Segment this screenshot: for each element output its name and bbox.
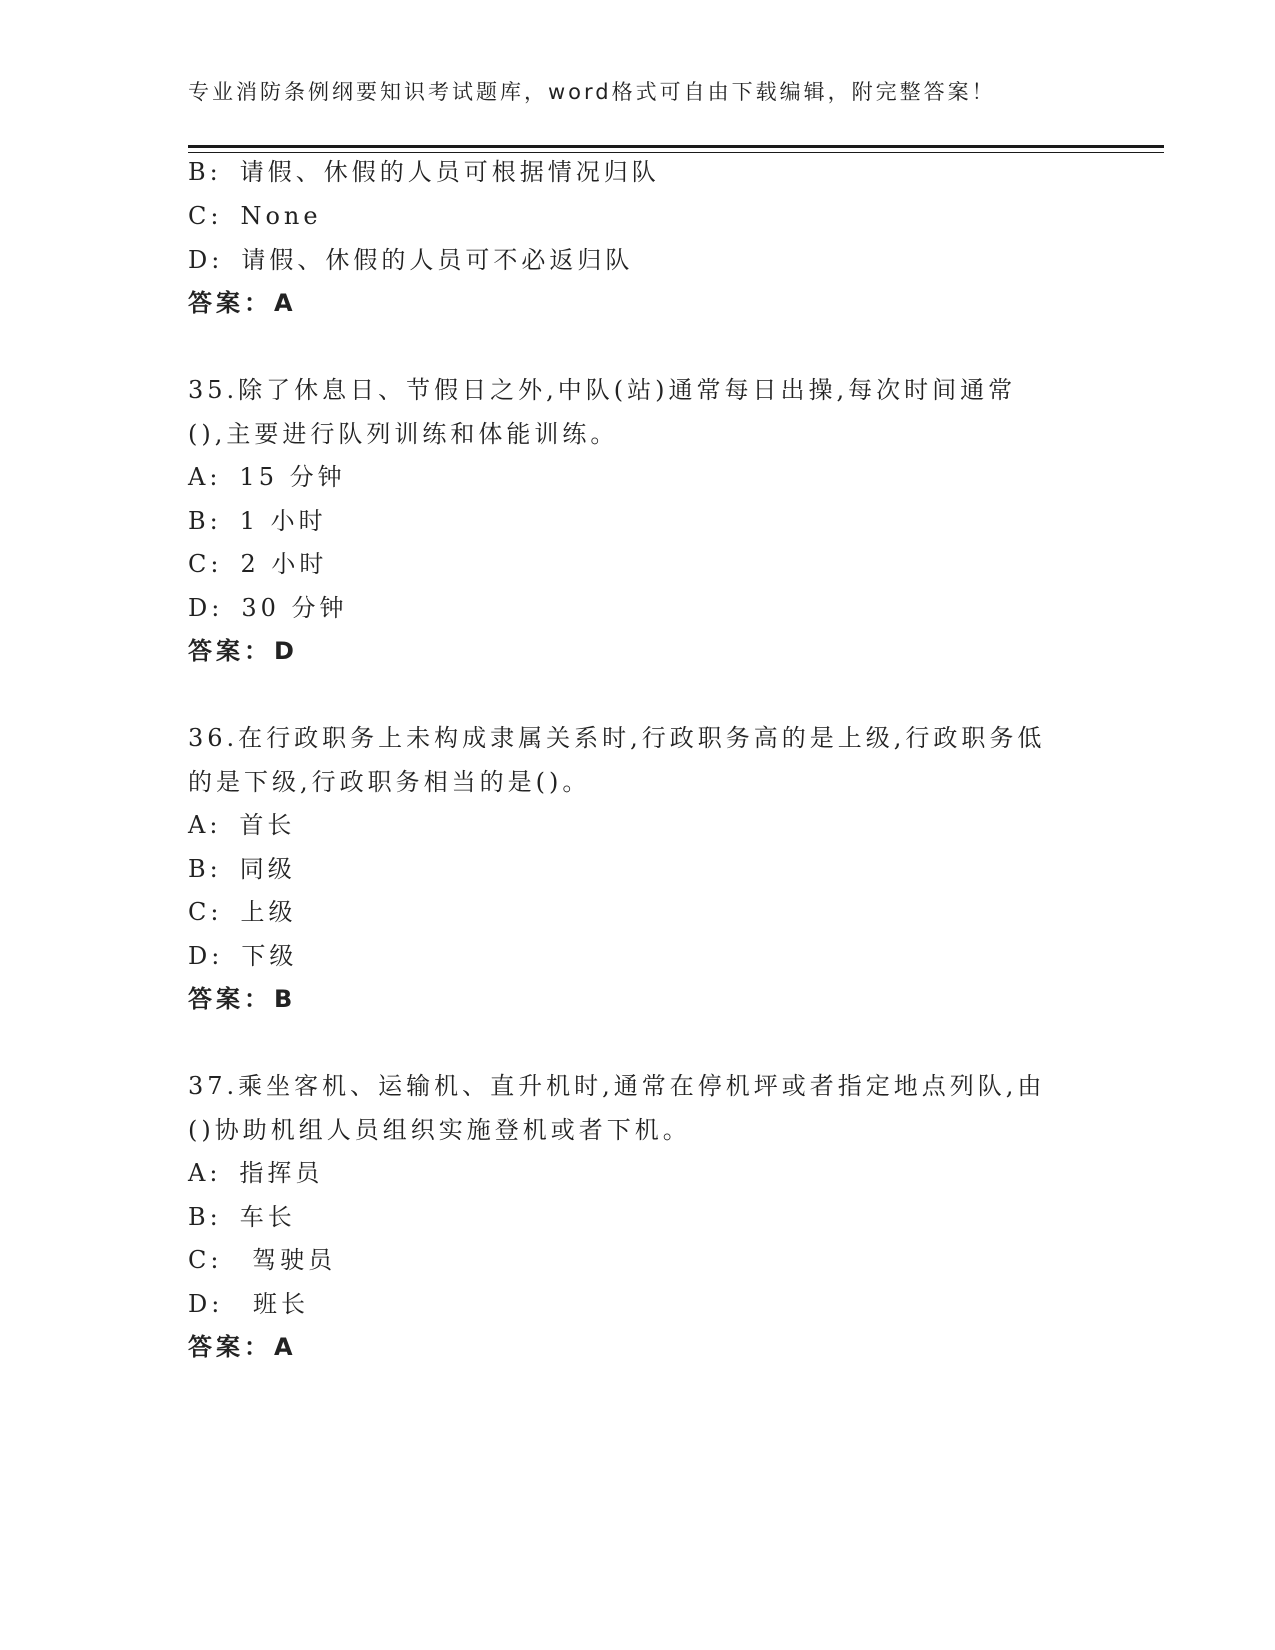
option-a: A: 15 分钟 (188, 463, 346, 491)
option-b: B: 1 小时 (188, 507, 327, 535)
answer: 答案：D (188, 637, 298, 665)
question-35-line-2: (),主要进行队列训练和体能训练。 (188, 420, 619, 448)
option-c: C: 上级 (188, 898, 297, 926)
question-36-line-2: 的是下级,行政职务相当的是()。 (188, 768, 591, 796)
option-b: B: 车长 (188, 1203, 296, 1231)
question-37-line-1: 37.乘坐客机、运输机、直升机时,通常在停机坪或者指定地点列队,由 (188, 1072, 1046, 1100)
option-a: A: 指挥员 (188, 1159, 324, 1187)
option-d: D: 班长 (188, 1290, 309, 1318)
option-c: C: 驾驶员 (188, 1246, 337, 1274)
option-b: B: 请假、休假的人员可根据情况归队 (188, 158, 660, 186)
question-36-line-1: 36.在行政职务上未构成隶属关系时,行政职务高的是上级,行政职务低 (188, 724, 1046, 752)
answer: 答案：A (188, 1333, 297, 1361)
page-header: 专业消防条例纲要知识考试题库，word格式可自由下载编辑，附完整答案！ (188, 80, 996, 104)
question-37-line-2: ()协助机组人员组织实施登机或者下机。 (188, 1116, 691, 1144)
header-rule-thick (188, 145, 1164, 148)
option-d: D: 30 分钟 (188, 594, 348, 622)
option-a: A: 首长 (188, 811, 296, 839)
answer: 答案：A (188, 289, 297, 317)
option-d: D: 下级 (188, 942, 298, 970)
header-rule-thin (188, 152, 1164, 153)
option-c: C: None (188, 202, 322, 230)
question-35-line-1: 35.除了休息日、节假日之外,中队(站)通常每日出操,每次时间通常 (188, 376, 1017, 404)
option-c: C: 2 小时 (188, 550, 328, 578)
option-d: D: 请假、休假的人员可不必返归队 (188, 246, 634, 274)
answer: 答案：B (188, 985, 297, 1013)
option-b: B: 同级 (188, 855, 296, 883)
